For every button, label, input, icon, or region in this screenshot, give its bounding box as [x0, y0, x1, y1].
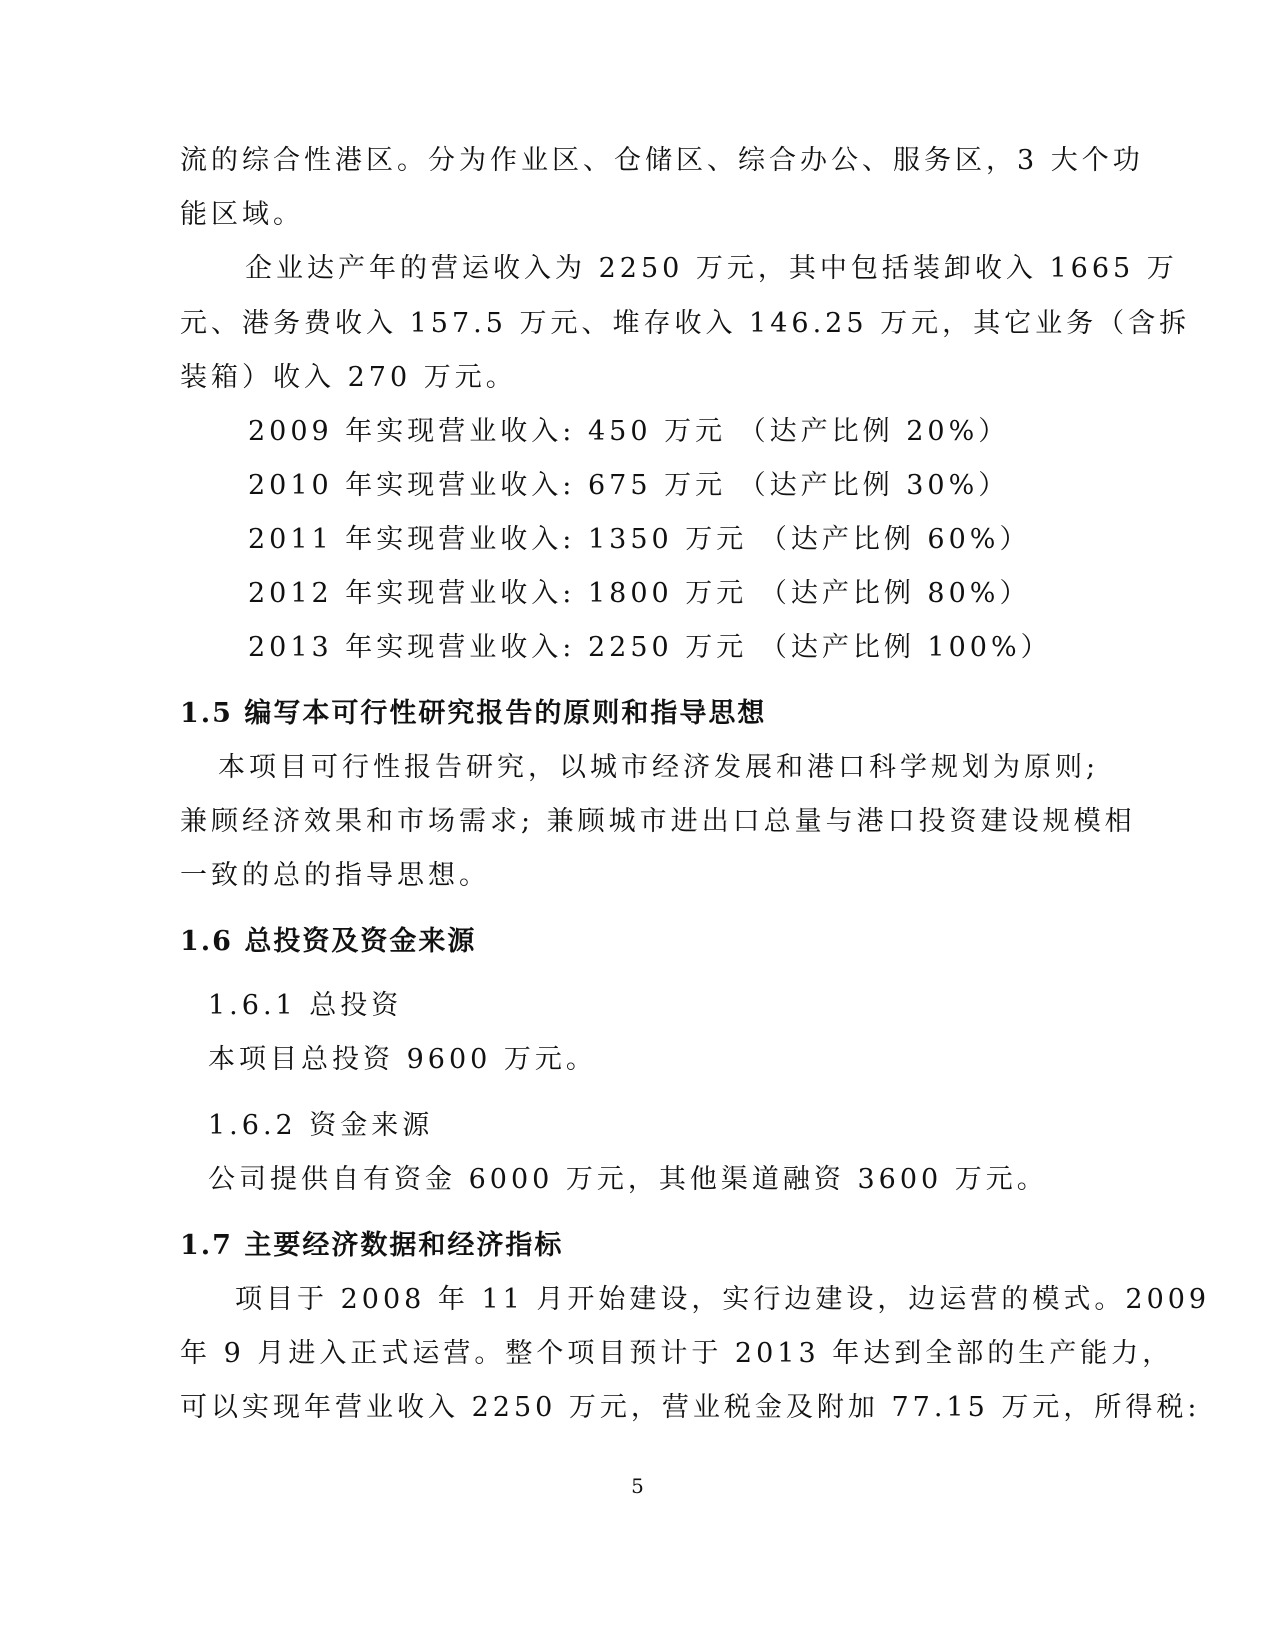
page-number: 5	[631, 1474, 644, 1498]
section-heading-1-5: 1.5 编写本可行性研究报告的原则和指导思想	[180, 698, 767, 729]
revenue-list-item: 2009 年实现营业收入: 450 万元 （达产比例 20%）	[248, 416, 1010, 447]
paragraph-line: 本项目可行性报告研究，以城市经济发展和港口科学规划为原则;	[218, 752, 1100, 783]
paragraph-line: 年 9 月进入正式运营。整个项目预计于 2013 年达到全部的生产能力，	[180, 1338, 1174, 1369]
section-heading-1-7: 1.7 主要经济数据和经济指标	[180, 1230, 564, 1261]
revenue-list-item: 2013 年实现营业收入: 2250 万元 （达产比例 100%）	[248, 632, 1052, 663]
paragraph-line: 兼顾经济效果和市场需求; 兼顾城市进出口总量与港口投资建设规模相	[180, 806, 1136, 837]
revenue-list-item: 2010 年实现营业收入: 675 万元 （达产比例 30%）	[248, 470, 1010, 501]
revenue-list-item: 2011 年实现营业收入: 1350 万元 （达产比例 60%）	[248, 524, 1031, 555]
paragraph-line: 可以实现年营业收入 2250 万元，营业税金及附加 77.15 万元，所得税:	[180, 1392, 1201, 1423]
paragraph-line: 流的综合性港区。分为作业区、仓储区、综合办公、服务区，3 大个功	[180, 145, 1144, 176]
paragraph-line: 企业达产年的营运收入为 2250 万元，其中包括装卸收入 1665 万	[245, 253, 1178, 284]
paragraph-line: 项目于 2008 年 11 月开始建设，实行边建设，边运营的模式。2009	[235, 1284, 1211, 1315]
paragraph-line: 一致的总的指导思想。	[180, 860, 490, 891]
paragraph-line: 元、港务费收入 157.5 万元、堆存收入 146.25 万元，其它业务（含拆	[180, 308, 1191, 339]
subsection-heading-1-6-2: 1.6.2 资金来源	[208, 1110, 434, 1141]
section-heading-1-6: 1.6 总投资及资金来源	[180, 926, 477, 957]
paragraph-line: 装箱）收入 270 万元。	[180, 362, 517, 393]
paragraph-line: 能区域。	[180, 199, 304, 230]
subsection-heading-1-6-1: 1.6.1 总投资	[208, 990, 403, 1021]
paragraph-line: 本项目总投资 9600 万元。	[208, 1044, 597, 1075]
revenue-list-item: 2012 年实现营业收入: 1800 万元 （达产比例 80%）	[248, 578, 1031, 609]
paragraph-line: 公司提供自有资金 6000 万元，其他渠道融资 3600 万元。	[208, 1164, 1048, 1195]
